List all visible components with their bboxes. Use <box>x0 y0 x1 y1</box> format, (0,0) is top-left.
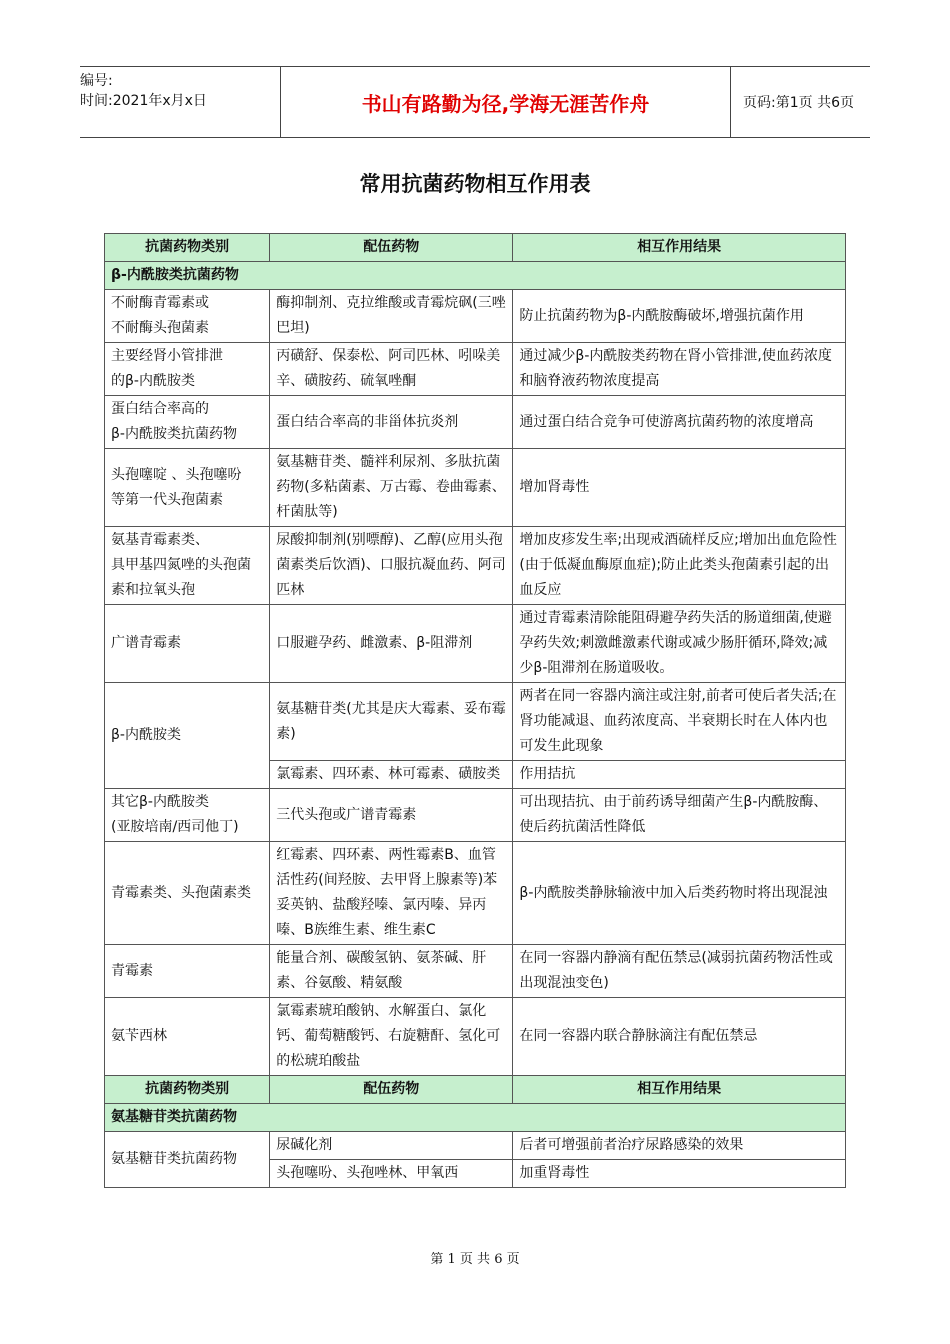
result-cell: 在同一容器内联合静脉滴注有配伍禁忌 <box>513 998 846 1076</box>
drug-cell: 能量合剂、碳酸氢钠、氨茶碱、肝素、谷氨酸、精氨酸 <box>270 945 513 998</box>
drug-cell: 氨基糖苷类、髓袢利尿剂、多肽抗菌药物(多粘菌素、万古霉、卷曲霉素、杆菌肽等) <box>270 449 513 527</box>
drug-cell: 红霉素、四环素、两性霉素B、血管活性药(间羟胺、去甲肾上腺素等)苯妥英钠、盐酸羟嗪、氯丙嗪、异丙嗪、B族维生素、维生素C <box>270 842 513 945</box>
category-cell: 氨基青霉素类、 具甲基四氮唑的头孢菌素和拉氧头孢 <box>105 527 270 605</box>
table-header-row <box>105 1076 846 1104</box>
header-page-info: 页码:第1页 共6页 <box>743 95 854 111</box>
table-row <box>105 842 846 945</box>
category-cell: 蛋白结合率高的 β-内酰胺类抗菌药物 <box>105 396 270 449</box>
table-row <box>105 343 846 396</box>
drug-cell: 尿酸抑制剂(别嘌醇)、乙醇(应用头孢菌素类后饮酒)、口服抗凝血药、阿司匹林 <box>270 527 513 605</box>
result-cell: 通过减少β-内酰胺类药物在肾小管排泄,使血药浓度和脑脊液药物浓度提高 <box>513 343 846 396</box>
drug-cell: 头孢噻吩、头孢唑林、甲氧西 <box>270 1160 513 1188</box>
table-row <box>105 527 846 605</box>
table-row <box>105 1132 846 1160</box>
drug-cell: 氨基糖苷类(尤其是庆大霉素、妥布霉素) <box>270 683 513 761</box>
column-header: 抗菌药物类别 <box>105 234 270 262</box>
page-header <box>80 66 870 138</box>
drug-cell: 酶抑制剂、克拉维酸或青霉烷砜(三唑巴坦) <box>270 290 513 343</box>
table-row <box>105 945 846 998</box>
table-row <box>105 998 846 1076</box>
drug-cell: 口服避孕药、雌激素、β-阻滞剂 <box>270 605 513 683</box>
category-cell: 广谱青霉素 <box>105 605 270 683</box>
category-cell: 青霉素类、头孢菌素类 <box>105 842 270 945</box>
time-label: 时间:2021年x月x日 <box>80 93 207 109</box>
drug-cell: 三代头孢或广谱青霉素 <box>270 789 513 842</box>
result-cell: 通过青霉素清除能阻碍避孕药失活的肠道细菌,使避孕药失效;刺激雌激素代谢或减少肠肝循环,降效;减少β-阻滞剂在肠道吸收。 <box>513 605 846 683</box>
table-header-row <box>105 234 846 262</box>
column-header: 相互作用结果 <box>513 234 846 262</box>
category-cell: 氨苄西林 <box>105 998 270 1076</box>
result-cell: β-内酰胺类静脉输液中加入后类药物时将出现混浊 <box>513 842 846 945</box>
column-header: 配伍药物 <box>270 234 513 262</box>
table-row <box>105 396 846 449</box>
header-motto: 书山有路勤为径,学海无涯苦作舟 <box>280 67 731 137</box>
column-header: 抗菌药物类别 <box>105 1076 270 1104</box>
category-cell: 氨基糖苷类抗菌药物 <box>105 1132 270 1188</box>
section-row <box>105 1104 846 1132</box>
category-cell: 主要经肾小管排泄 的β-内酰胺类 <box>105 343 270 396</box>
result-cell: 加重肾毒性 <box>513 1160 846 1188</box>
section-title: 氨基糖苷类抗菌药物 <box>105 1104 846 1132</box>
result-cell: 通过蛋白结合竞争可使游离抗菌药物的浓度增高 <box>513 396 846 449</box>
document-title: 常用抗菌药物相互作用表 <box>359 172 591 196</box>
section-title: β-内酰胺类抗菌药物 <box>105 262 846 290</box>
drug-cell: 氯霉素琥珀酸钠、水解蛋白、氯化钙、葡萄糖酸钙、右旋糖酐、氢化可的松琥珀酸盐 <box>270 998 513 1076</box>
category-cell: β-内酰胺类 <box>105 683 270 789</box>
drug-cell: 蛋白结合率高的非甾体抗炎剂 <box>270 396 513 449</box>
column-header: 配伍药物 <box>270 1076 513 1104</box>
result-cell: 增加皮疹发生率;出现戒酒硫样反应;增加出血危险性 (由于低凝血酶原血症);防止此类头孢菌素引起的出血反应 <box>513 527 846 605</box>
result-cell: 在同一容器内静滴有配伍禁忌(减弱抗菌药物活性或出现混浊变色) <box>513 945 846 998</box>
column-header: 相互作用结果 <box>513 1076 846 1104</box>
category-cell: 不耐酶青霉素或 不耐酶头孢菌素 <box>105 290 270 343</box>
drug-cell: 丙磺舒、保泰松、阿司匹林、吲哚美辛、磺胺药、硫氧唑酮 <box>270 343 513 396</box>
table-row <box>105 449 846 527</box>
result-cell: 作用拮抗 <box>513 761 846 789</box>
page-footer: 第 1 页 共 6 页 <box>430 1252 520 1267</box>
drug-cell: 氯霉素、四环素、林可霉素、磺胺类 <box>270 761 513 789</box>
table-row <box>105 789 846 842</box>
result-cell: 后者可增强前者治疗尿路感染的效果 <box>513 1132 846 1160</box>
section-row <box>105 262 846 290</box>
result-cell: 增加肾毒性 <box>513 449 846 527</box>
drug-cell: 尿碱化剂 <box>270 1132 513 1160</box>
result-cell: 两者在同一容器内滴注或注射,前者可使后者失活;在肾功能减退、血药浓度高、半衰期长时在人体内也可发生此现象 <box>513 683 846 761</box>
interaction-table <box>104 233 846 1188</box>
table-row <box>105 605 846 683</box>
table-row <box>105 290 846 343</box>
category-cell: 其它β-内酰胺类 (亚胺培南/西司他丁) <box>105 789 270 842</box>
category-cell: 头孢噻啶 、头孢噻吩 等第一代头孢菌素 <box>105 449 270 527</box>
category-cell: 青霉素 <box>105 945 270 998</box>
result-cell: 可出现拮抗、由于前药诱导细菌产生β-内酰胺酶、使后药抗菌活性降低 <box>513 789 846 842</box>
code-label: 编号: <box>80 73 113 89</box>
result-cell: 防止抗菌药物为β-内酰胺酶破坏,增强抗菌作用 <box>513 290 846 343</box>
header-meta <box>80 67 280 137</box>
table-row <box>105 683 846 761</box>
